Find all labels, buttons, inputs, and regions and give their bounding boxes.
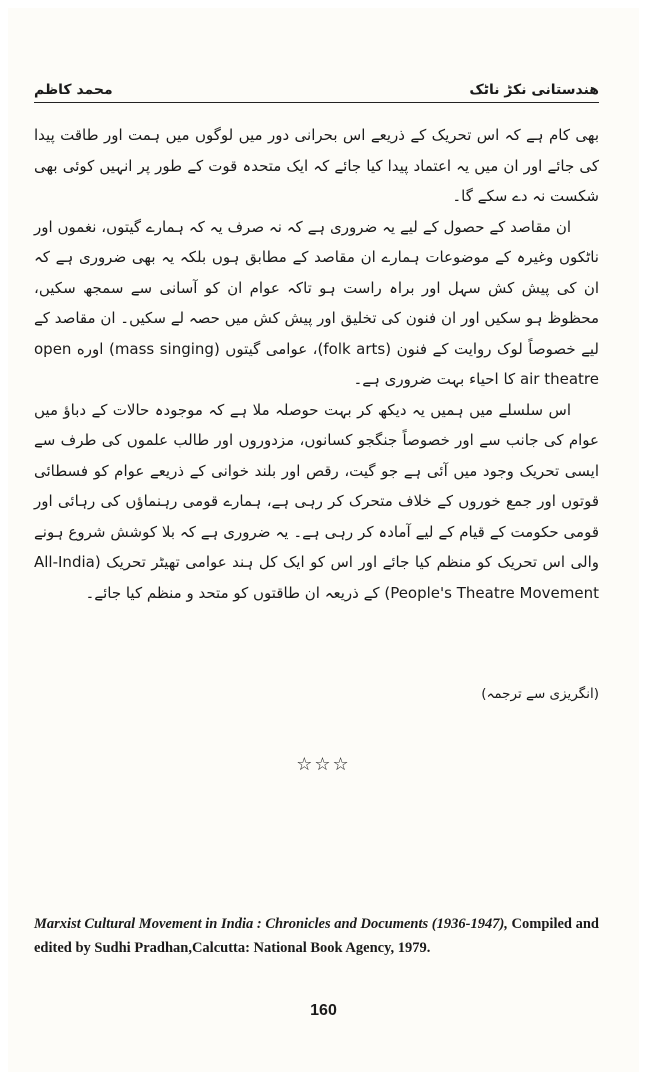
source-citation [34,912,599,960]
section-separator: ☆☆☆ [296,754,351,775]
paragraph: ان مقاصد کے حصول کے لیے یہ ضروری ہے کہ نہ صرف یہ کہ ہمارے گیتوں، نغموں اور ناٹکوں وغیرہ کے موضوعات ہمارے ان مقاصد کے مطابق ہوں بلکہ یہ بھی ضروری ہے کہ ان کی پیش کش سہل اور براہ راست ہو تاکہ عوام ان کو آسانی سے سمجھ سکیں، محظوظ ہو سکیں اور ان فنون کی تخلیق اور پیش کش میں حصہ لے سکیں۔ ان مقاصد کے لیے خصوصاً لوک روایت کے فنون (folk arts)، عوامی گیتوں (mass singing) اوره open air theatre کا احیاء بہت ضروری ہے۔ [34,217,599,388]
translation-note: (انگریزی سے ترجمہ) [481,686,599,702]
paragraph: اس سلسلے میں ہمیں یہ دیکھ کر بہت حوصلہ ملا ہے کہ موجودہ حالات کے دباؤ میں عوام کی جانب سے اور خصوصاً جنگجو کسانوں، مزدوروں اور طالب علموں کی طرف سے ایسی تحریک وجود میں آئی ہے جو گیت، رقص اور بلند خوانی کے ذریعے عوام کو فسطائی قوتوں اور جمع خوروں کے خلاف متحرک کر رہی ہے، ہمارے قومی رہنماؤں کی رہائی اور قومی حکومت کے قیام کے لیے آمادہ کر رہی ہے۔ یہ ضروری ہے کہ بلا کوشش شروع ہونے والی اس تحریک کو منظم کیا جائے اور اس کو ایک کل ہند عوامی تھیٹر تحریک (All-India People's Theatre Movement) کے ذریعہ ان طاقتوں کو متحد و منظم کیا جائے۔ [34,400,599,602]
page-number: 160 [310,1002,337,1019]
header-author: محمد کاظم [34,82,113,98]
header-title: هندستانی نکڑ ناٹک [469,82,599,98]
body-text [34,120,599,608]
header-divider [34,102,599,103]
citation-book-title: Marxist Cultural Movement in India : Chronicles and Documents (1936-1947), [34,916,508,932]
citation-details: Compiled and edited by Sudhi Pradhan,Calcutta: National Book Agency, 1979. [34,916,599,956]
book-page [8,8,639,1072]
paragraph: بھی کام ہے کہ اس تحریک کے ذریعے اس بحرانی دور میں لوگوں میں ہمت اور طاقت پیدا کی جائے اور ان میں یہ اعتماد پیدا کیا جائے کہ ایک متحدہ قوت کے طور پر انہیں کوئی بھی شکست نہ دے سکے گا۔ [34,126,599,205]
running-header [34,70,599,98]
